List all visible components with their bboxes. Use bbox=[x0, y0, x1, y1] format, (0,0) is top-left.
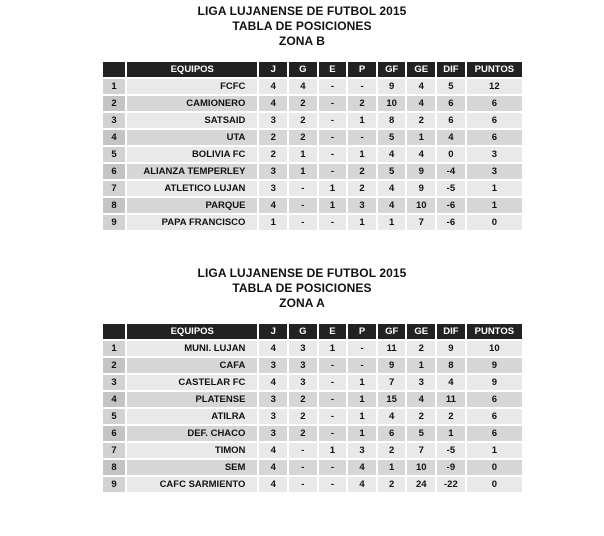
cell-goals-for: 2 bbox=[378, 443, 406, 458]
header-row bbox=[103, 62, 522, 77]
cell-won: 2 bbox=[289, 426, 317, 441]
cell-won: - bbox=[289, 460, 317, 475]
cell-drawn: - bbox=[319, 164, 347, 179]
cell-played: 4 bbox=[259, 460, 287, 475]
cell-drawn: 1 bbox=[319, 198, 347, 213]
cell-drawn: - bbox=[319, 460, 347, 475]
cell-goal-diff: 6 bbox=[437, 96, 465, 111]
zone-b-title bbox=[0, 4, 604, 49]
cell-goals-for: 8 bbox=[378, 113, 406, 128]
cell-team: BOLIVIA FC bbox=[127, 147, 257, 162]
cell-lost: 1 bbox=[348, 215, 376, 230]
cell-won: 1 bbox=[289, 147, 317, 162]
table-row bbox=[103, 460, 522, 475]
header-goals-for: GF bbox=[378, 62, 406, 77]
cell-points: 6 bbox=[467, 96, 522, 111]
cell-pos: 1 bbox=[103, 341, 125, 356]
header-drawn: E bbox=[319, 324, 347, 339]
cell-pos: 7 bbox=[103, 443, 125, 458]
cell-goals-for: 4 bbox=[378, 409, 406, 424]
cell-goal-diff: 0 bbox=[437, 147, 465, 162]
cell-points: 1 bbox=[467, 181, 522, 196]
cell-goals-for: 1 bbox=[378, 215, 406, 230]
cell-pos: 4 bbox=[103, 392, 125, 407]
cell-pos: 6 bbox=[103, 426, 125, 441]
cell-goals-for: 15 bbox=[378, 392, 406, 407]
cell-drawn: - bbox=[319, 79, 347, 94]
cell-goals-for: 9 bbox=[378, 79, 406, 94]
cell-drawn: - bbox=[319, 215, 347, 230]
cell-team: SATSAID bbox=[127, 113, 257, 128]
cell-won: - bbox=[289, 181, 317, 196]
cell-played: 4 bbox=[259, 375, 287, 390]
cell-goals-against: 7 bbox=[407, 215, 435, 230]
cell-lost: 2 bbox=[348, 181, 376, 196]
zone-label: ZONA A bbox=[279, 296, 325, 310]
league-title: LIGA LUJANENSE DE FUTBOL 2015 bbox=[197, 4, 407, 18]
table-subtitle: TABLA DE POSICIONES bbox=[232, 19, 372, 33]
cell-pos: 9 bbox=[103, 215, 125, 230]
zone-a-section bbox=[0, 266, 604, 490]
header-pos bbox=[103, 62, 125, 77]
zone-label: ZONA B bbox=[278, 34, 326, 48]
cell-lost: - bbox=[348, 130, 376, 145]
league-title: LIGA LUJANENSE DE FUTBOL 2015 bbox=[197, 266, 407, 280]
cell-lost: 1 bbox=[348, 113, 376, 128]
cell-goal-diff: -6 bbox=[437, 215, 465, 230]
zone-a-standings-table bbox=[101, 322, 524, 494]
header-won: G bbox=[289, 62, 317, 77]
cell-points: 1 bbox=[467, 443, 522, 458]
header-won: G bbox=[289, 324, 317, 339]
zone-a-title bbox=[0, 266, 604, 311]
header-goals-for: GF bbox=[378, 324, 406, 339]
cell-goals-for: 11 bbox=[378, 341, 406, 356]
table-row bbox=[103, 477, 522, 492]
cell-pos: 6 bbox=[103, 164, 125, 179]
cell-won: 2 bbox=[289, 113, 317, 128]
cell-played: 2 bbox=[259, 130, 287, 145]
table-row bbox=[103, 164, 522, 179]
cell-team: CAFA bbox=[127, 358, 257, 373]
table-row bbox=[103, 198, 522, 213]
cell-played: 3 bbox=[259, 426, 287, 441]
cell-played: 4 bbox=[259, 443, 287, 458]
cell-won: - bbox=[289, 443, 317, 458]
cell-goal-diff: -5 bbox=[437, 443, 465, 458]
cell-points: 3 bbox=[467, 164, 522, 179]
cell-played: 3 bbox=[259, 164, 287, 179]
cell-lost: 2 bbox=[348, 96, 376, 111]
cell-lost: 3 bbox=[348, 443, 376, 458]
cell-won: 3 bbox=[289, 375, 317, 390]
cell-played: 3 bbox=[259, 392, 287, 407]
cell-points: 9 bbox=[467, 375, 522, 390]
cell-points: 10 bbox=[467, 341, 522, 356]
table-row bbox=[103, 113, 522, 128]
cell-pos: 8 bbox=[103, 198, 125, 213]
cell-won: - bbox=[289, 198, 317, 213]
cell-drawn: - bbox=[319, 147, 347, 162]
cell-played: 4 bbox=[259, 79, 287, 94]
table-row bbox=[103, 358, 522, 373]
cell-goals-for: 6 bbox=[378, 426, 406, 441]
zone-b-standings-table bbox=[101, 60, 524, 232]
cell-goal-diff: -4 bbox=[437, 164, 465, 179]
cell-points: 6 bbox=[467, 409, 522, 424]
cell-points: 6 bbox=[467, 113, 522, 128]
cell-team: CASTELAR FC bbox=[127, 375, 257, 390]
cell-lost: - bbox=[348, 79, 376, 94]
header-team: EQUIPOS bbox=[127, 62, 257, 77]
table-row bbox=[103, 130, 522, 145]
cell-goal-diff: -6 bbox=[437, 198, 465, 213]
cell-goals-against: 2 bbox=[407, 113, 435, 128]
table-row bbox=[103, 426, 522, 441]
cell-lost: 1 bbox=[348, 392, 376, 407]
cell-drawn: - bbox=[319, 477, 347, 492]
cell-lost: 1 bbox=[348, 409, 376, 424]
table-row bbox=[103, 147, 522, 162]
cell-won: 1 bbox=[289, 164, 317, 179]
cell-goals-for: 1 bbox=[378, 460, 406, 475]
cell-goal-diff: 6 bbox=[437, 113, 465, 128]
header-points: PUNTOS bbox=[467, 324, 522, 339]
cell-played: 1 bbox=[259, 215, 287, 230]
table-row bbox=[103, 181, 522, 196]
cell-goals-for: 9 bbox=[378, 358, 406, 373]
header-goal-diff: DIF bbox=[437, 62, 465, 77]
table-row bbox=[103, 409, 522, 424]
table-row bbox=[103, 392, 522, 407]
cell-team: SEM bbox=[127, 460, 257, 475]
header-goals-against: GE bbox=[407, 62, 435, 77]
cell-team: MUNI. LUJAN bbox=[127, 341, 257, 356]
cell-drawn: - bbox=[319, 358, 347, 373]
cell-drawn: - bbox=[319, 113, 347, 128]
cell-won: - bbox=[289, 477, 317, 492]
cell-points: 1 bbox=[467, 198, 522, 213]
cell-goals-for: 10 bbox=[378, 96, 406, 111]
cell-won: 3 bbox=[289, 358, 317, 373]
cell-pos: 9 bbox=[103, 477, 125, 492]
cell-lost: 1 bbox=[348, 426, 376, 441]
cell-points: 0 bbox=[467, 460, 522, 475]
cell-won: 3 bbox=[289, 341, 317, 356]
cell-pos: 2 bbox=[103, 96, 125, 111]
cell-goal-diff: 8 bbox=[437, 358, 465, 373]
cell-goals-against: 1 bbox=[407, 130, 435, 145]
cell-goals-against: 2 bbox=[407, 341, 435, 356]
cell-drawn: 1 bbox=[319, 341, 347, 356]
cell-goal-diff: 1 bbox=[437, 426, 465, 441]
cell-pos: 8 bbox=[103, 460, 125, 475]
cell-played: 2 bbox=[259, 147, 287, 162]
header-played: J bbox=[259, 62, 287, 77]
cell-team: CAMIONERO bbox=[127, 96, 257, 111]
cell-points: 6 bbox=[467, 130, 522, 145]
cell-drawn: - bbox=[319, 130, 347, 145]
cell-won: 2 bbox=[289, 96, 317, 111]
cell-goals-for: 4 bbox=[378, 147, 406, 162]
cell-goals-against: 4 bbox=[407, 392, 435, 407]
cell-won: 4 bbox=[289, 79, 317, 94]
cell-goal-diff: 5 bbox=[437, 79, 465, 94]
cell-lost: 3 bbox=[348, 198, 376, 213]
cell-goal-diff: 4 bbox=[437, 375, 465, 390]
cell-goals-against: 4 bbox=[407, 96, 435, 111]
cell-pos: 5 bbox=[103, 147, 125, 162]
cell-pos: 3 bbox=[103, 113, 125, 128]
cell-drawn: - bbox=[319, 375, 347, 390]
header-lost: P bbox=[348, 62, 376, 77]
cell-goal-diff: 2 bbox=[437, 409, 465, 424]
cell-played: 4 bbox=[259, 341, 287, 356]
table-row bbox=[103, 79, 522, 94]
cell-lost: - bbox=[348, 358, 376, 373]
cell-played: 3 bbox=[259, 113, 287, 128]
cell-goal-diff: -22 bbox=[437, 477, 465, 492]
cell-drawn: - bbox=[319, 96, 347, 111]
cell-points: 3 bbox=[467, 147, 522, 162]
table-row bbox=[103, 215, 522, 230]
cell-points: 6 bbox=[467, 392, 522, 407]
cell-team: DEF. CHACO bbox=[127, 426, 257, 441]
header-team: EQUIPOS bbox=[127, 324, 257, 339]
cell-team: ATLETICO LUJAN bbox=[127, 181, 257, 196]
table-row bbox=[103, 341, 522, 356]
cell-lost: 2 bbox=[348, 164, 376, 179]
cell-goals-for: 4 bbox=[378, 198, 406, 213]
header-goal-diff: DIF bbox=[437, 324, 465, 339]
cell-goal-diff: -5 bbox=[437, 181, 465, 196]
cell-goals-against: 4 bbox=[407, 79, 435, 94]
cell-goals-against: 9 bbox=[407, 181, 435, 196]
cell-pos: 4 bbox=[103, 130, 125, 145]
cell-goals-against: 1 bbox=[407, 358, 435, 373]
cell-goal-diff: 11 bbox=[437, 392, 465, 407]
cell-points: 0 bbox=[467, 215, 522, 230]
cell-pos: 2 bbox=[103, 358, 125, 373]
cell-lost: - bbox=[348, 341, 376, 356]
cell-lost: 4 bbox=[348, 477, 376, 492]
cell-goals-for: 2 bbox=[378, 477, 406, 492]
cell-played: 3 bbox=[259, 358, 287, 373]
cell-goals-against: 3 bbox=[407, 375, 435, 390]
cell-lost: 1 bbox=[348, 147, 376, 162]
cell-goals-against: 24 bbox=[407, 477, 435, 492]
cell-won: - bbox=[289, 215, 317, 230]
cell-points: 6 bbox=[467, 426, 522, 441]
cell-drawn: - bbox=[319, 409, 347, 424]
cell-lost: 1 bbox=[348, 375, 376, 390]
header-points: PUNTOS bbox=[467, 62, 522, 77]
cell-pos: 1 bbox=[103, 79, 125, 94]
cell-team: ALIANZA TEMPERLEY bbox=[127, 164, 257, 179]
cell-team: UTA bbox=[127, 130, 257, 145]
cell-points: 9 bbox=[467, 358, 522, 373]
cell-won: 2 bbox=[289, 392, 317, 407]
cell-played: 4 bbox=[259, 96, 287, 111]
cell-goal-diff: 4 bbox=[437, 130, 465, 145]
cell-goals-against: 4 bbox=[407, 147, 435, 162]
cell-goals-for: 7 bbox=[378, 375, 406, 390]
cell-team: CAFC SARMIENTO bbox=[127, 477, 257, 492]
cell-team: PLATENSE bbox=[127, 392, 257, 407]
table-row bbox=[103, 375, 522, 390]
header-lost: P bbox=[348, 324, 376, 339]
cell-goals-for: 4 bbox=[378, 181, 406, 196]
header-played: J bbox=[259, 324, 287, 339]
cell-won: 2 bbox=[289, 130, 317, 145]
cell-played: 4 bbox=[259, 477, 287, 492]
cell-team: ATILRA bbox=[127, 409, 257, 424]
table-row bbox=[103, 96, 522, 111]
cell-won: 2 bbox=[289, 409, 317, 424]
cell-drawn: 1 bbox=[319, 443, 347, 458]
cell-goals-for: 5 bbox=[378, 164, 406, 179]
cell-pos: 5 bbox=[103, 409, 125, 424]
cell-pos: 3 bbox=[103, 375, 125, 390]
cell-team: FCFC bbox=[127, 79, 257, 94]
cell-pos: 7 bbox=[103, 181, 125, 196]
header-goals-against: GE bbox=[407, 324, 435, 339]
cell-team: PAPA FRANCISCO bbox=[127, 215, 257, 230]
cell-team: TIMON bbox=[127, 443, 257, 458]
cell-goals-against: 5 bbox=[407, 426, 435, 441]
cell-played: 4 bbox=[259, 198, 287, 213]
cell-points: 0 bbox=[467, 477, 522, 492]
cell-goal-diff: 9 bbox=[437, 341, 465, 356]
cell-team: PARQUE bbox=[127, 198, 257, 213]
cell-played: 3 bbox=[259, 409, 287, 424]
cell-played: 3 bbox=[259, 181, 287, 196]
cell-points: 12 bbox=[467, 79, 522, 94]
zone-b-section bbox=[0, 4, 604, 228]
cell-drawn: - bbox=[319, 426, 347, 441]
header-drawn: E bbox=[319, 62, 347, 77]
cell-goals-for: 5 bbox=[378, 130, 406, 145]
cell-goals-against: 7 bbox=[407, 443, 435, 458]
header-pos bbox=[103, 324, 125, 339]
cell-goals-against: 10 bbox=[407, 460, 435, 475]
cell-goals-against: 10 bbox=[407, 198, 435, 213]
cell-lost: 4 bbox=[348, 460, 376, 475]
header-row bbox=[103, 324, 522, 339]
cell-goals-against: 9 bbox=[407, 164, 435, 179]
cell-drawn: 1 bbox=[319, 181, 347, 196]
table-subtitle: TABLA DE POSICIONES bbox=[232, 281, 372, 295]
table-row bbox=[103, 443, 522, 458]
cell-goal-diff: -9 bbox=[437, 460, 465, 475]
cell-goals-against: 2 bbox=[407, 409, 435, 424]
cell-drawn: - bbox=[319, 392, 347, 407]
